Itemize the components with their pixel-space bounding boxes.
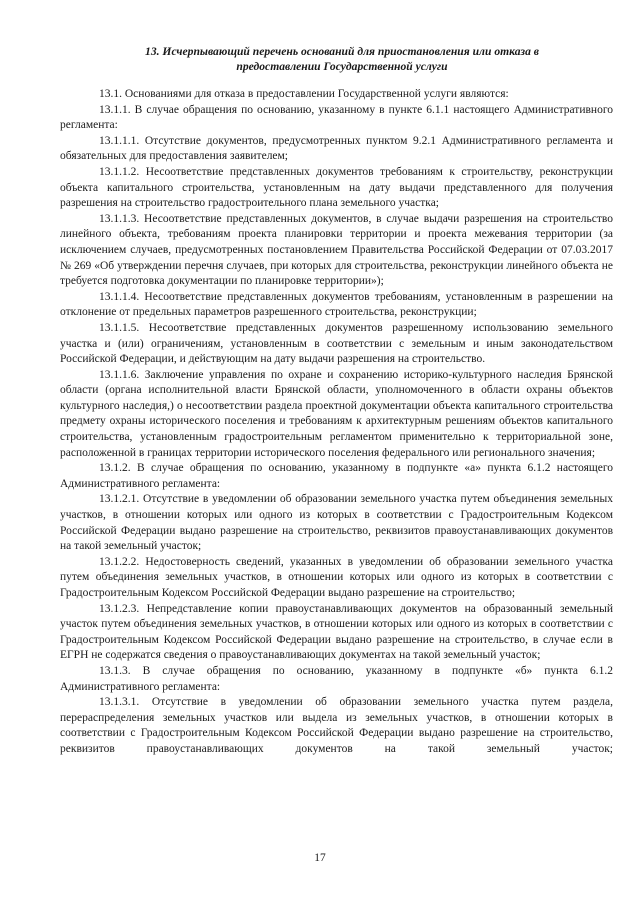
paragraph-13-1-1-6: 13.1.1.6. Заключение управления по охране и сохранению историко-культурного наследия Брянской области (органа исполнительной власти Брянской области, уполномоченного в области охраны объектов культурного наследия,) о несоответствии раздела проектной документации объекта капитального строительства предмету охраны исторического поселения и требованиям к архитектурным решениям объектов капитального строительства, установленным градостроительным регламентом применительно к территориальной зоне, расположенной в границах территории исторического поселения федерального или регионального значения; [60,368,613,459]
paragraph-13-1-2-3: 13.1.2.3. Непредставление копии правоустанавливающих документов на образованный земельный участок путем объединения земельных участков, в отношении которых или одного из которых в соответствии с Градостроительным Кодексом Российской Федерации выдано разрешение на строительство, в случае если в ЕГРН не содержатся сведения о правоустанавливающих документах на такой земельный участок; [60,602,613,662]
paragraph-13-1-1-1: 13.1.1.1. Отсутствие документов, предусмотренных пунктом 9.2.1 Административного регламента и обязательных для предоставления заявителем; [60,134,613,163]
section-heading-line-1: 13. Исчерпывающий перечень оснований для приостановления или отказа в [145,45,539,58]
section-heading [92,44,592,74]
paragraph-13-1: 13.1. Основаниями для отказа в предоставлении Государственной услуги являются: [99,88,509,100]
page-number: 17 [314,852,326,864]
paragraph-13-1-1-3: 13.1.1.3. Несоответствие представленных документов, в случае выдачи разрешения на строительство линейного объекта, требованиям проекта планировки территории и проекта межевания территории (за исключением случаев, предусмотренных постановлением Правительства Российской Федерации от 07.03.2017 № 269 «Об утверждении перечня случаев, при которых для строительства, реконструкции линейного объекта не требуется подготовка документации по планировке территории»); [60,212,613,288]
paragraph-13-1-3-1: 13.1.3.1. Отсутствие в уведомлении об образовании земельного участка путем раздела, перераспределения земельных участков или выдела из земельных участков, в отношении которых в соответствии с Градостроительным Кодексом Российской Федерации выдано разрешение на строительство, реквизитов правоустанавливающих документов на такой земельный участок; [60,696,613,755]
paragraph-13-1-1: 13.1.1. В случае обращения по основанию, указанному в пункте 6.1.1 настоящего Административного регламента: [60,103,613,132]
paragraph-13-1-3: 13.1.3. В случае обращения по основанию, указанному в подпункте «б» пункта 6.1.2 Административного регламента: [60,664,613,693]
document-body [60,87,613,758]
section-heading-line-2: предоставлении Государственной услуги [236,60,448,73]
paragraph-13-1-2-1: 13.1.2.1. Отсутствие в уведомлении об образовании земельного участка путем объединения земельных участков, в отношении которых или одного из которых в соответствии с Градостроительным Кодексом Российской Федерации выдано разрешение на строительство, реквизитов правоустанавливающих документов на такой земельный участок; [60,493,613,553]
paragraph-13-1-1-4: 13.1.1.4. Несоответствие представленных документов требованиям, установленным в разрешении на отклонение от предельных параметров разрешенного строительства, реконструкции; [60,290,613,319]
paragraph-13-1-2: 13.1.2. В случае обращения по основанию, указанному в подпункте «а» пункта 6.1.2 настоящего Административного регламента: [60,462,613,490]
paragraph-13-1-1-2: 13.1.1.2. Несоответствие представленных документов требованиям к строительству, реконструкции объекта капитального строительства, установленным на дату выдачи представленного для получения разрешения на строительство градостроительного плана земельного участка; [60,165,613,210]
paragraph-13-1-2-2: 13.1.2.2. Недостоверность сведений, указанных в уведомлении об образовании земельного участка путем объединения земельных участков, в отношении которых или одного из которых в соответствии с Градостроительным Кодексом Российской Федерации выдано разрешение на строительство; [60,555,613,599]
paragraph-13-1-1-5: 13.1.1.5. Несоответствие представленных документов разрешенному использованию земельного участка и (или) ограничениям, установленным в соответствии с земельным и иным законодательством Российской Федерации, и действующим на дату выдачи разрешения на строительство. [60,321,613,366]
